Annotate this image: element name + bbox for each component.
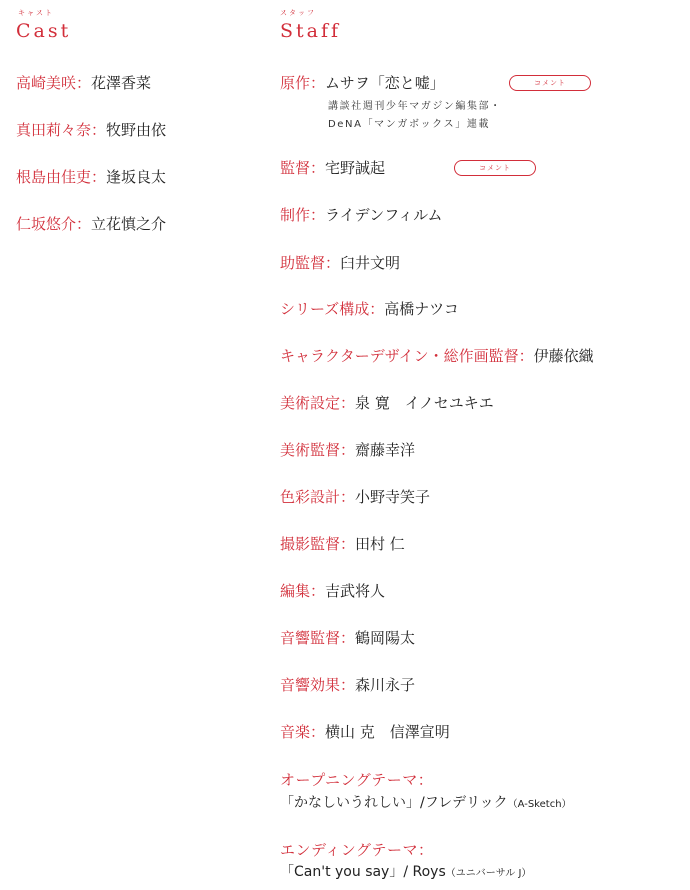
ending-label-note: （ユニバーサル J） xyxy=(445,868,532,879)
cast-name: 立花慎之介 xyxy=(91,215,167,233)
staff-name: 田村 仁 xyxy=(355,535,405,553)
staff-item xyxy=(280,722,450,742)
staff-item xyxy=(280,581,385,601)
staff-role: 編集： xyxy=(280,582,326,600)
opening-theme-song xyxy=(280,792,572,812)
staff-role: 助監督： xyxy=(280,254,341,272)
staff-name: 小野寺笑子 xyxy=(355,488,431,506)
staff-role: 音響効果： xyxy=(280,676,356,694)
staff-name: 齋藤幸洋 xyxy=(355,441,416,459)
cast-name: 牧野由依 xyxy=(106,121,167,139)
staff-item xyxy=(280,440,415,460)
staff-item xyxy=(280,346,594,366)
cast-title: Cast xyxy=(16,20,72,42)
opening-label-note: （A-Sketch） xyxy=(507,799,572,810)
staff-role: シリーズ構成： xyxy=(280,300,385,318)
staff-item xyxy=(280,487,430,507)
staff-ruby: スタッフ xyxy=(280,9,316,17)
staff-name: 高橋ナツコ xyxy=(384,300,459,318)
staff-item xyxy=(280,205,442,225)
cast-role: 仁坂悠介： xyxy=(16,215,92,233)
director-comment-button[interactable]: コメント xyxy=(454,160,536,176)
staff-role: 制作： xyxy=(280,206,326,224)
staff-name: ライデンフィルム xyxy=(325,206,443,224)
staff-item xyxy=(280,253,400,273)
staff-role: 美術監督： xyxy=(280,441,356,459)
staff-name: 吉武将人 xyxy=(325,582,386,600)
original-comment-button[interactable]: コメント xyxy=(509,75,591,91)
opening-song-title: 「かなしいうれしい」/フレデリック xyxy=(280,795,508,811)
staff-name: 森川永子 xyxy=(355,676,416,694)
staff-name: 伊藤依織 xyxy=(533,347,594,365)
staff-role: 音響監督： xyxy=(280,629,356,647)
staff-role: 音楽： xyxy=(280,723,326,741)
staff-item xyxy=(280,299,459,319)
staff-role: 色彩設計： xyxy=(280,488,356,506)
cast-item xyxy=(16,167,166,187)
staff-item xyxy=(280,628,415,648)
cast-item xyxy=(16,73,151,93)
cast-name: 花澤香菜 xyxy=(91,74,152,92)
staff-role: キャラクターデザイン・総作画監督： xyxy=(280,347,534,365)
staff-title: Staff xyxy=(280,20,342,42)
staff-role: 撮影監督： xyxy=(280,535,356,553)
staff-role: 美術設定： xyxy=(280,394,356,412)
ending-theme-label: エンディングテーマ： xyxy=(280,841,434,859)
staff-item-director xyxy=(280,158,385,178)
cast-item xyxy=(16,214,166,234)
staff-item xyxy=(280,393,494,413)
original-publisher-line: 講談社週刊少年マガジン編集部・ xyxy=(328,101,502,112)
opening-theme-label: オープニングテーマ： xyxy=(280,771,434,789)
ending-theme-song xyxy=(280,861,531,881)
staff-name: 鶴岡陽太 xyxy=(355,629,416,647)
original-serial-line: DeNA「マンガボックス」連載 xyxy=(328,119,491,130)
cast-name: 逢坂良太 xyxy=(106,168,167,186)
staff-name: 臼井文明 xyxy=(340,254,401,272)
staff-role: 監督： xyxy=(280,159,326,177)
staff-role: 原作： xyxy=(280,74,326,92)
ending-song-title: 「Can't you say」/ Roys xyxy=(280,864,446,880)
staff-item-original xyxy=(280,73,445,93)
cast-ruby: キャスト xyxy=(18,9,54,17)
staff-item xyxy=(280,534,405,554)
staff-name: 泉 寛 イノセユキエ xyxy=(355,394,494,412)
staff-name: ムサヲ「恋と嘘」 xyxy=(325,74,445,92)
staff-name: 横山 克 信澤宣明 xyxy=(325,723,450,741)
cast-role: 高崎美咲： xyxy=(16,74,92,92)
cast-role: 根島由佳吏： xyxy=(16,168,107,186)
cast-role: 真田莉々奈： xyxy=(16,121,107,139)
cast-item xyxy=(16,120,166,140)
staff-name: 宅野誠起 xyxy=(325,159,386,177)
staff-item xyxy=(280,675,415,695)
